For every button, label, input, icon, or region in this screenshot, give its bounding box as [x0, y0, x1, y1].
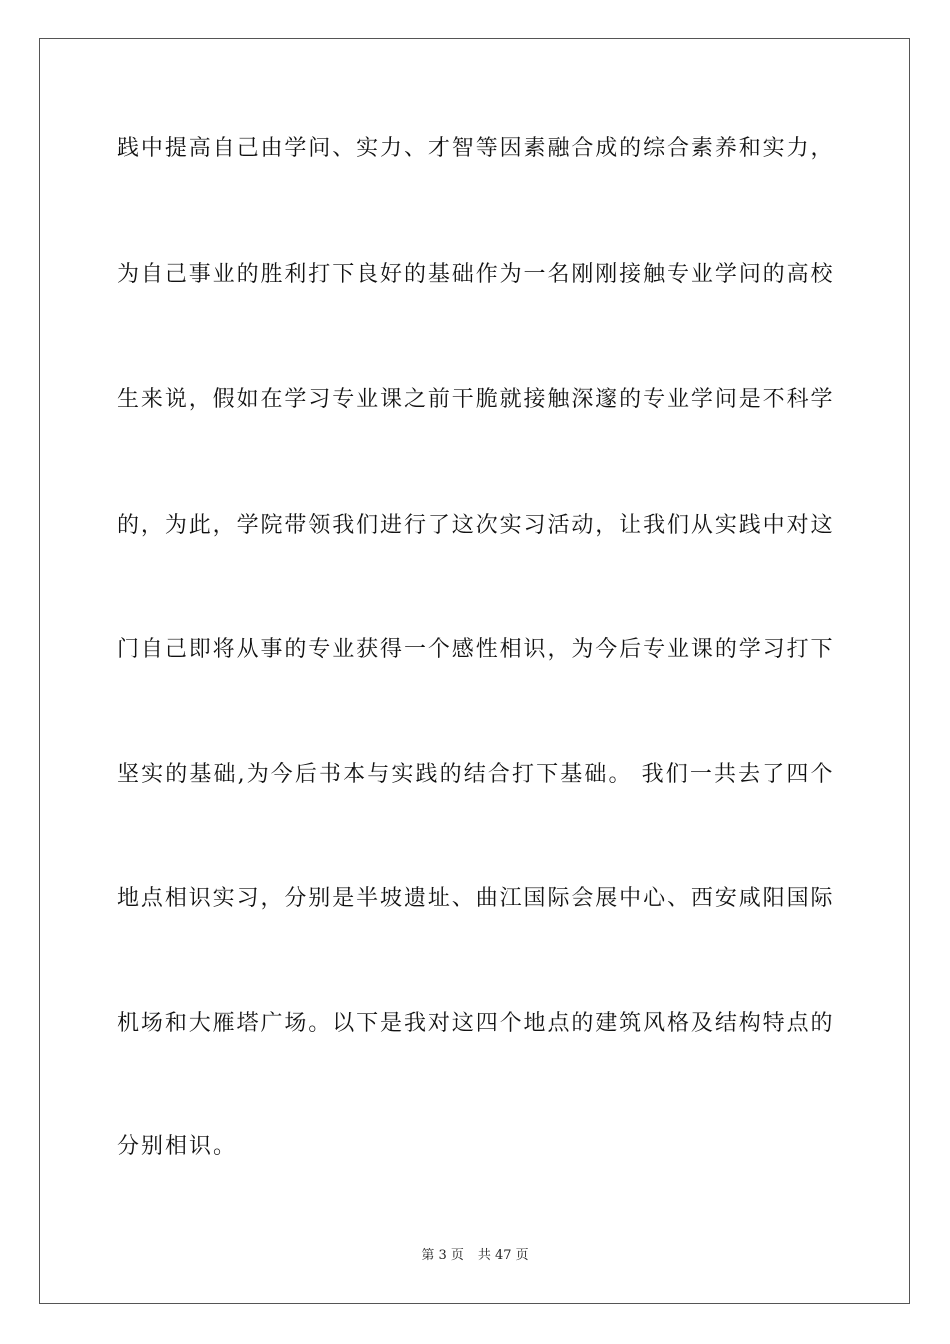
paragraph-line: 坚实的基础,为今后书本与实践的结合打下基础。 我们一共去了四个: [117, 762, 833, 787]
page-number: 第 3 页: [421, 1248, 464, 1263]
paragraph-line: 践中提高自己由学问、实力、才智等因素融合成的综合素养和实力，: [117, 136, 833, 161]
paragraph-line: 生来说，假如在学习专业课之前干脆就接触深邃的专业学问是不科学: [117, 387, 833, 412]
paragraph-line: 机场和大雁塔广场。以下是我对这四个地点的建筑风格及结构特点的: [117, 1011, 833, 1036]
page-border: [39, 38, 910, 1304]
paragraph-line: 为自己事业的胜利打下良好的基础作为一名刚刚接触专业学问的高校: [117, 262, 833, 287]
paragraph-line: 分别相识。: [117, 1134, 238, 1159]
paragraph-line: 门自己即将从事的专业获得一个感性相识，为今后专业课的学习打下: [117, 637, 833, 662]
paragraph-line: 的，为此，学院带领我们进行了这次实习活动，让我们从实践中对这: [117, 513, 833, 538]
paragraph-line: 地点相识实习，分别是半坡遗址、曲江国际会展中心、西安咸阳国际: [117, 886, 833, 911]
page-footer: [0, 1247, 950, 1265]
page-total: 共 47 页: [477, 1248, 529, 1263]
